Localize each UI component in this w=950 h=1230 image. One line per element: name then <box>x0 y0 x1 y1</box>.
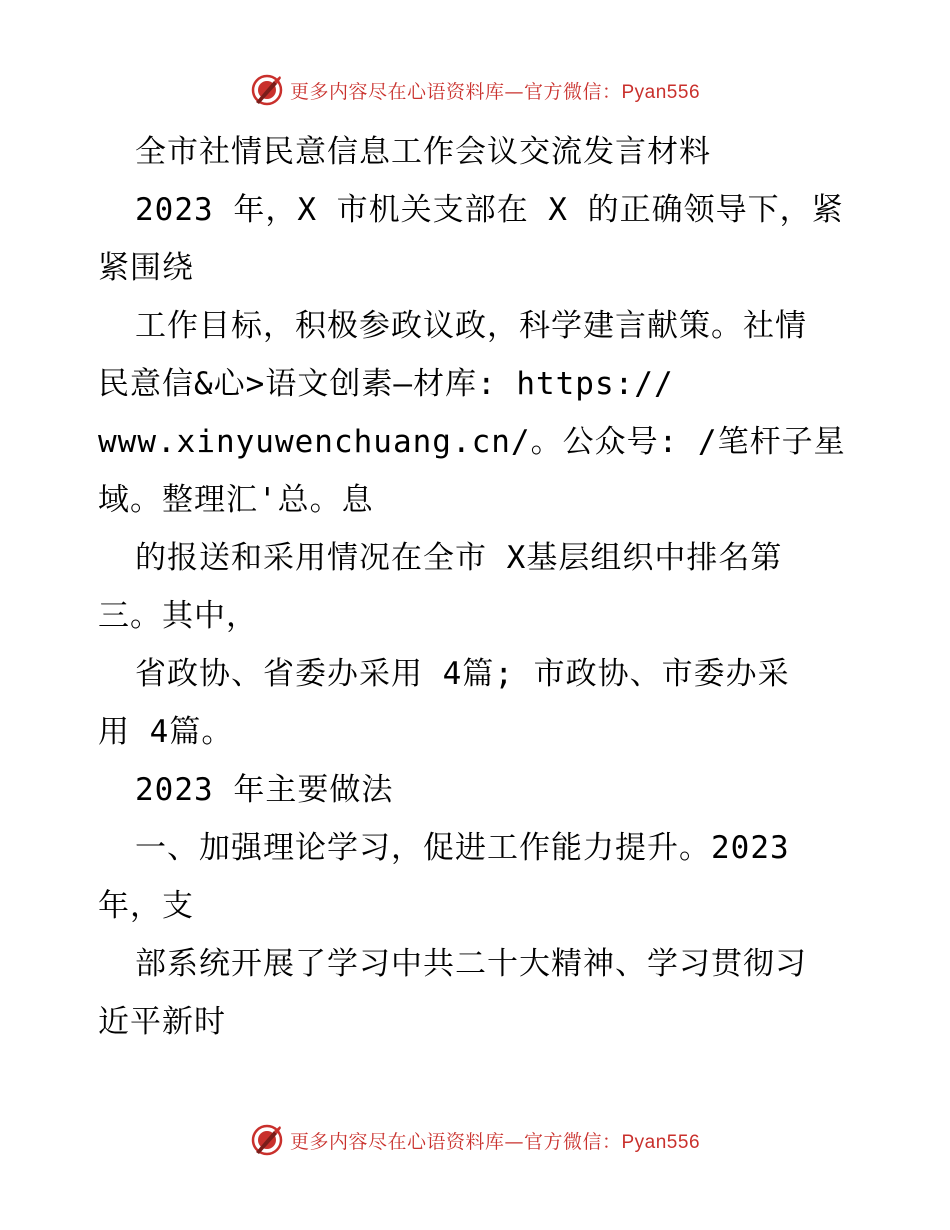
paragraph-line: 用 4篇。 <box>98 714 234 750</box>
paragraph-line: 民意信&心>语文创素—材库: https:// <box>98 366 674 402</box>
paragraph-line: www.xinyuwenchuang.cn/。公众号: /笔杆子星 <box>98 424 846 460</box>
paragraph-line: 年，支 <box>98 888 194 924</box>
paragraph-line: 部系统开展了学习中共二十大精神、学习贯彻习 <box>135 946 807 982</box>
paragraph-line: 紧围绕 <box>98 250 194 286</box>
header-wechat-id: Pyan556 <box>621 81 701 103</box>
paragraph-line: 近平新时 <box>98 1004 226 1040</box>
quill-pen-seal-icon <box>250 73 284 107</box>
header-banner <box>0 70 950 110</box>
quill-pen-seal-icon <box>250 1123 284 1157</box>
paragraph-line: 三。其中， <box>98 598 258 634</box>
paragraph-line: 2023 年，X 市机关支部在 X 的正确领导下，紧 <box>135 192 844 228</box>
paragraph-line: 省政协、省委办采用 4篇; 市政协、市委办采 <box>135 656 790 692</box>
document-title: 全市社情民意信息工作会议交流发言材料 <box>135 134 711 170</box>
footer-banner <box>0 1120 950 1160</box>
footer-banner-label: 更多内容尽在心语资料库—官方微信： <box>289 1130 622 1153</box>
paragraph-line: 工作目标，积极参政议政，科学建言献策。社情 <box>135 308 807 344</box>
header-banner-text <box>290 77 700 104</box>
paragraph-line: 域。整理汇'总。息 <box>98 482 374 518</box>
footer-banner-text <box>290 1127 700 1154</box>
paragraph-line: 的报送和采用情况在全市 X基层组织中排名第 <box>135 540 783 576</box>
section-heading: 2023 年主要做法 <box>135 772 394 808</box>
paragraph-line: 一、加强理论学习，促进工作能力提升。2023 <box>135 830 790 866</box>
footer-wechat-id: Pyan556 <box>621 1131 701 1153</box>
document-body <box>98 123 858 1051</box>
header-banner-label: 更多内容尽在心语资料库—官方微信： <box>289 80 622 103</box>
